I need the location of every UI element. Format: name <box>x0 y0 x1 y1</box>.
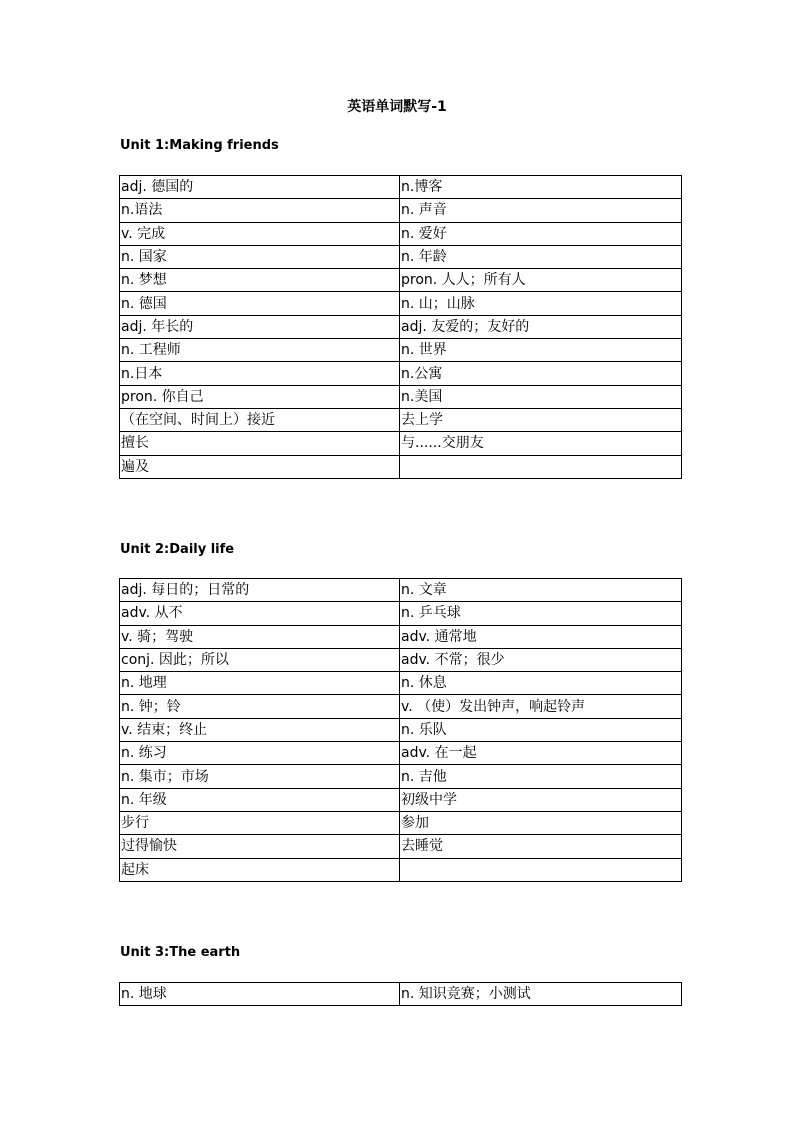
vocab-cell-right: n. 乒乓球 <box>400 602 682 625</box>
vocab-cell-left: 遍及 <box>120 455 400 478</box>
vocab-cell-right: n. 世界 <box>400 339 682 362</box>
vocab-cell-left: 步行 <box>120 811 400 834</box>
table-row <box>120 718 682 741</box>
vocab-cell-right: n. 知识竞赛；小测试 <box>400 983 682 1006</box>
vocab-cell-left: 擅长 <box>120 432 400 455</box>
table-row <box>120 625 682 648</box>
vocab-cell-left: （在空间、时间上）接近 <box>120 408 400 431</box>
table-row <box>120 222 682 245</box>
vocab-cell-right <box>400 455 682 478</box>
vocab-cell-right: 与......交朋友 <box>400 432 682 455</box>
vocab-cell-right: 初级中学 <box>400 788 682 811</box>
vocab-cell-right: adv. 不常；很少 <box>400 648 682 671</box>
table-row <box>120 339 682 362</box>
unit-2-heading: Unit 2:Daily life <box>120 542 235 557</box>
table-row <box>120 983 682 1006</box>
vocab-cell-left: pron. 你自己 <box>120 385 400 408</box>
vocab-cell-left: adv. 从不 <box>120 602 400 625</box>
vocab-cell-right: n. 声音 <box>400 199 682 222</box>
vocab-cell-right: n.美国 <box>400 385 682 408</box>
vocab-cell-right: n. 年龄 <box>400 245 682 268</box>
vocab-cell-left: n. 梦想 <box>120 269 400 292</box>
vocab-cell-right: pron. 人人；所有人 <box>400 269 682 292</box>
vocab-cell-left: v. 结束；终止 <box>120 718 400 741</box>
vocab-cell-right: n. 乐队 <box>400 718 682 741</box>
vocab-cell-right: n. 吉他 <box>400 765 682 788</box>
vocab-cell-right: n. 休息 <box>400 672 682 695</box>
vocab-cell-left: n. 德国 <box>120 292 400 315</box>
table-row <box>120 602 682 625</box>
vocab-cell-right: 参加 <box>400 811 682 834</box>
table-row <box>120 315 682 338</box>
unit-1-vocab-table <box>119 175 682 479</box>
vocab-cell-left: n. 工程师 <box>120 339 400 362</box>
table-row <box>120 858 682 881</box>
vocab-cell-left: n. 钟；铃 <box>120 695 400 718</box>
vocab-cell-right: n. 爱好 <box>400 222 682 245</box>
vocab-cell-left: 过得愉快 <box>120 835 400 858</box>
table-row <box>120 176 682 199</box>
vocab-cell-right: v. （使）发出钟声，响起铃声 <box>400 695 682 718</box>
vocab-cell-left: n. 练习 <box>120 742 400 765</box>
unit-3-vocab-table <box>119 982 682 1006</box>
vocab-cell-left: n.日本 <box>120 362 400 385</box>
table-row <box>120 292 682 315</box>
table-row <box>120 811 682 834</box>
vocab-cell-right: adv. 通常地 <box>400 625 682 648</box>
vocab-cell-right: 去上学 <box>400 408 682 431</box>
table-row <box>120 199 682 222</box>
vocab-cell-right: n.博客 <box>400 176 682 199</box>
vocab-cell-right: n. 山；山脉 <box>400 292 682 315</box>
vocab-cell-left: n. 国家 <box>120 245 400 268</box>
vocab-cell-left: n. 地球 <box>120 983 400 1006</box>
vocab-cell-left: n. 年级 <box>120 788 400 811</box>
vocab-cell-left: adj. 每日的；日常的 <box>120 579 400 602</box>
table-row <box>120 432 682 455</box>
table-row <box>120 765 682 788</box>
vocab-cell-left: v. 完成 <box>120 222 400 245</box>
table-row <box>120 408 682 431</box>
vocab-cell-right: 去睡觉 <box>400 835 682 858</box>
vocab-cell-left: 起床 <box>120 858 400 881</box>
unit-1-heading: Unit 1:Making friends <box>120 138 279 153</box>
vocab-cell-right <box>400 858 682 881</box>
vocab-cell-right: n.公寓 <box>400 362 682 385</box>
table-row <box>120 695 682 718</box>
vocab-cell-left: n. 集市；市场 <box>120 765 400 788</box>
table-row <box>120 579 682 602</box>
table-row <box>120 269 682 292</box>
page-title: 英语单词默写-1 <box>347 99 447 115</box>
table-row <box>120 245 682 268</box>
vocab-cell-right: n. 文章 <box>400 579 682 602</box>
vocab-cell-right: adj. 友爱的；友好的 <box>400 315 682 338</box>
table-row <box>120 788 682 811</box>
table-row <box>120 455 682 478</box>
vocab-cell-left: conj. 因此；所以 <box>120 648 400 671</box>
vocab-cell-left: n. 地理 <box>120 672 400 695</box>
vocab-cell-left: adj. 年长的 <box>120 315 400 338</box>
unit-2-vocab-table <box>119 578 682 882</box>
vocab-cell-right: adv. 在一起 <box>400 742 682 765</box>
vocab-cell-left: v. 骑；驾驶 <box>120 625 400 648</box>
table-row <box>120 672 682 695</box>
vocab-cell-left: n.语法 <box>120 199 400 222</box>
table-row <box>120 385 682 408</box>
vocab-cell-left: adj. 德国的 <box>120 176 400 199</box>
table-row <box>120 742 682 765</box>
table-row <box>120 362 682 385</box>
table-row <box>120 648 682 671</box>
unit-3-heading: Unit 3:The earth <box>120 945 241 960</box>
table-row <box>120 835 682 858</box>
